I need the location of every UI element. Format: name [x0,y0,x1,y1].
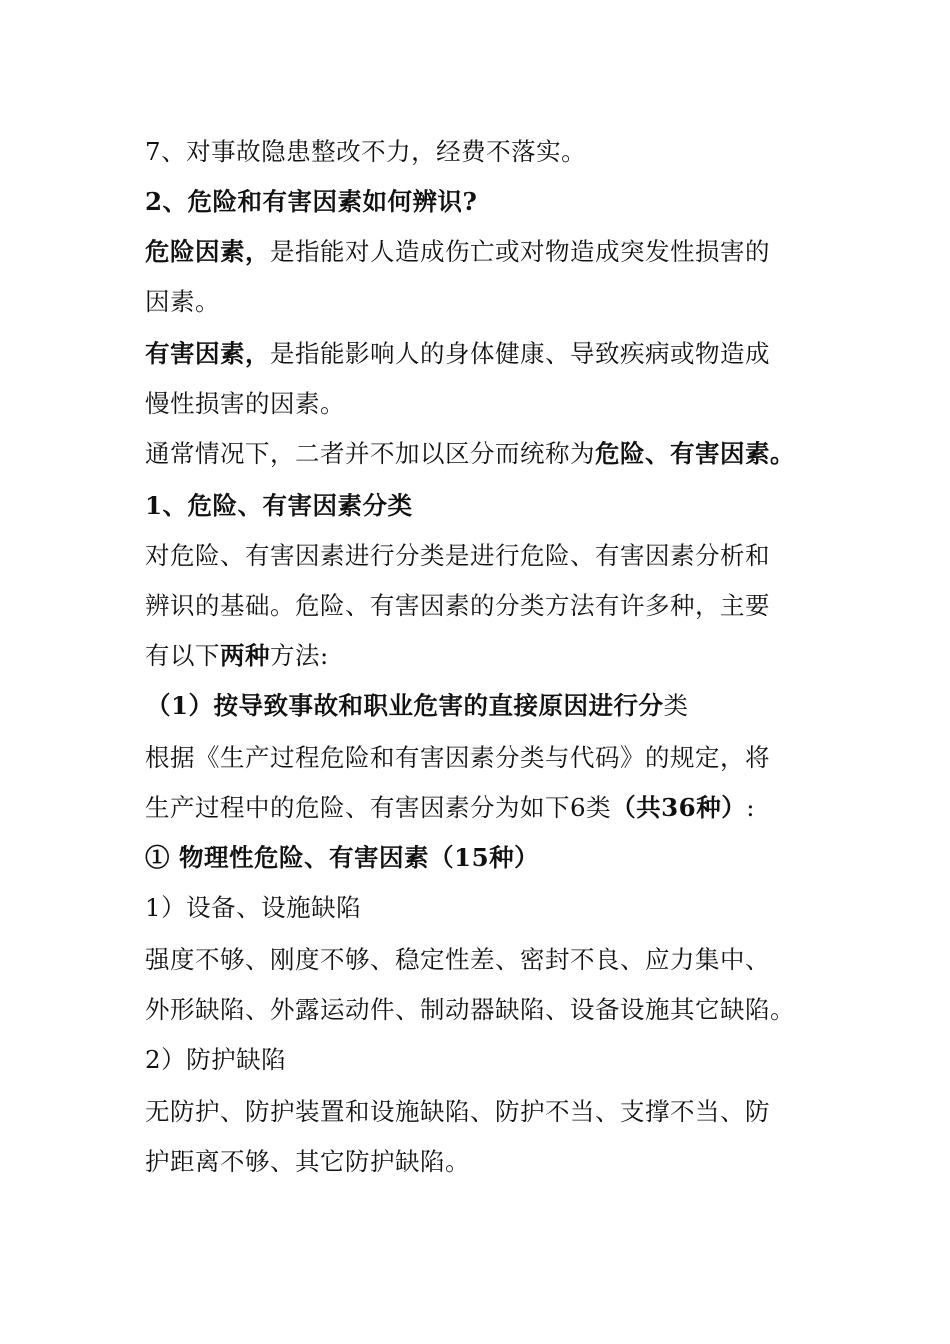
paragraph-line [145,638,329,674]
heading-text: （1）按导致事故和职业危害的直接原因进行分 [146,691,664,720]
defined-term: 危险因素， [145,237,270,266]
subsection-heading-direct-cause [146,688,689,724]
section-heading-classification [145,488,413,524]
line-suffix: : [746,793,755,822]
emphasis-term: 两种 [220,641,270,670]
definition-text: 是指能影响人的身体健康、导致疾病或物造成 [270,339,770,368]
paragraph-line [145,1094,770,1130]
line-text: 2）防护缺陷 [145,1045,287,1074]
line-text: 慢性损害的因素。 [145,389,345,418]
paragraph-line [145,386,345,422]
line-text: 生产过程中的危险、有害因素分为如下6类 [145,793,612,822]
line-text: 1）设备、设施缺陷 [145,893,362,922]
paragraph-line [145,284,220,320]
heading-text: ① 物理性危险、有害因素（15种） [145,843,540,872]
line-text: 7、对事故隐患整改不力，经费不落实。 [145,137,587,166]
category-heading-physical [145,840,539,876]
paragraph-line [145,942,770,978]
paragraph-line [145,538,770,574]
heading-text: 2、危险和有害因素如何辨识? [145,187,478,216]
heading-tail: 类 [663,691,689,720]
line-text: 对危险、有害因素进行分类是进行危险、有害因素分析和 [145,541,770,570]
paragraph-line [145,588,770,624]
item-heading-protection-defects [145,1042,286,1078]
paragraph-line [145,790,755,826]
line-text: 辨识的基础。危险、有害因素的分类方法有许多种，主要 [145,591,770,620]
paragraph-collective-term [145,436,795,472]
line-text: 强度不够、刚度不够、稳定性差、密封不良、应力集中、 [145,945,770,974]
heading-text: 1、危险、有害因素分类 [145,491,413,520]
emphasis-count: （共36种） [611,793,747,822]
line-suffix: 方法: [270,641,329,670]
line-prefix: 有以下 [145,641,220,670]
paragraph-line [145,740,770,776]
definition-danger-factor [145,234,770,270]
line-text: 通常情况下，二者并不加以区分而统称为 [145,439,595,468]
section-heading-identification [145,184,477,220]
collective-term: 危险、有害因素。 [595,439,795,468]
line-text: 因素。 [145,287,220,316]
line-text: 外形缺陷、外露运动件、制动器缺陷、设备设施其它缺陷。 [145,995,795,1024]
line-text: 无防护、防护装置和设施缺陷、防护不当、支撑不当、防 [145,1097,770,1126]
defined-term: 有害因素， [145,339,270,368]
paragraph-line [145,1144,470,1180]
item-heading-equipment-defects [145,890,361,926]
list-item-7 [145,134,586,170]
line-text: 护距离不够、其它防护缺陷。 [145,1147,470,1176]
definition-harmful-factor [145,336,770,372]
paragraph-line [145,992,795,1028]
line-text: 根据《生产过程危险和有害因素分类与代码》的规定，将 [145,743,770,772]
definition-text: 是指能对人造成伤亡或对物造成突发性损害的 [270,237,770,266]
